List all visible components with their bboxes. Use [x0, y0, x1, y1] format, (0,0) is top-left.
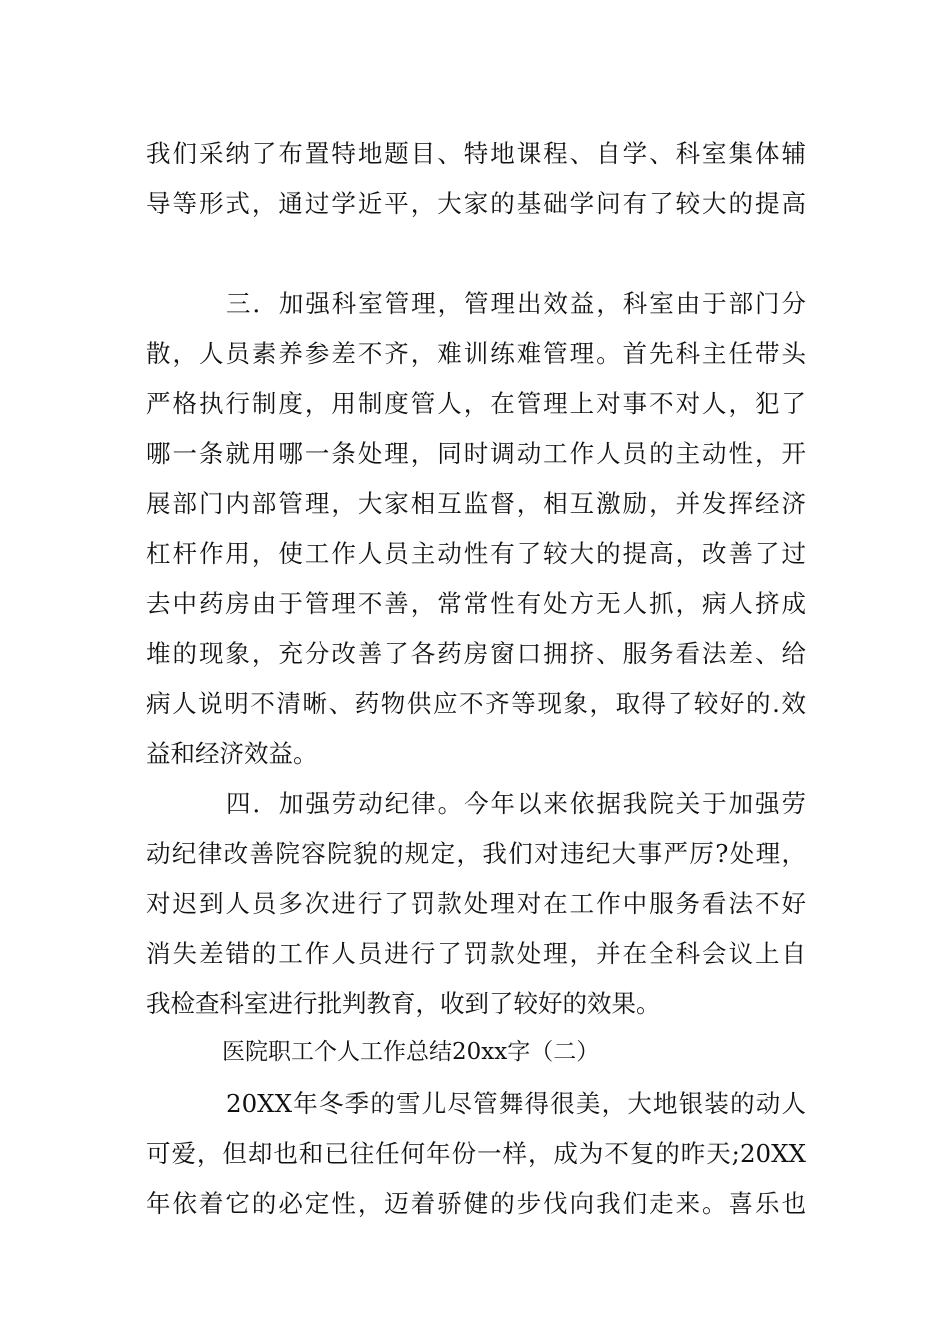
paragraph-line: 哪一条就用哪一条处理，同时调动工作人员的主动性，开	[146, 439, 806, 468]
paragraph-line: 严格执行制度，用制度管人，在管理上对事不对人，犯了	[146, 389, 806, 418]
paragraph-line: 20XX年冬季的雪儿尽管舞得很美，大地银装的动人	[226, 1089, 806, 1118]
paragraph-line: 我检查科室进行批判教育，收到了较好的效果。	[146, 989, 661, 1018]
paragraph-line: 年依着它的必定性，迈着骄健的步伐向我们走来。喜乐也	[146, 1189, 806, 1218]
paragraph-line: 我们采纳了布置特地题目、特地课程、自学、科室集体辅	[146, 139, 806, 168]
paragraph-line: 三．加强科室管理，管理出效益，科室由于部门分	[226, 289, 806, 318]
paragraph-line: 益和经济效益。	[146, 739, 318, 768]
paragraph-line: 消失差错的工作人员进行了罚款处理，并在全科会议上自	[146, 939, 806, 968]
paragraph-line: 对迟到人员多次进行了罚款处理对在工作中服务看法不好	[146, 889, 806, 918]
paragraph-line: 展部门内部管理，大家相互监督，相互激励，并发挥经济	[146, 489, 806, 518]
paragraph-line: 四．加强劳动纪律。今年以来依据我院关于加强劳	[226, 789, 806, 818]
paragraph-line: 散，人员素养参差不齐，难训练难管理。首先科主任带头	[146, 339, 806, 368]
paragraph-line: 可爱，但却也和已往任何年份一样，成为不复的昨天;20XX	[146, 1139, 806, 1168]
paragraph-line: 动纪律改善院容院貌的规定，我们对违纪大事严厉?处理，	[146, 839, 806, 868]
paragraph-line: 导等形式，通过学近平，大家的基础学问有了较大的提高	[146, 189, 806, 218]
paragraph-line: 杠杆作用，使工作人员主动性有了较大的提高，改善了过	[146, 539, 806, 568]
paragraph-line: 堆的现象，充分改善了各药房窗口拥挤、服务看法差、给	[146, 639, 806, 668]
paragraph-line: 去中药房由于管理不善，常常性有处方无人抓，病人挤成	[146, 589, 806, 618]
section-heading: 医院职工个人工作总结20xx字（二）	[222, 1039, 600, 1065]
paragraph-line: 病人说明不清晰、药物供应不齐等现象，取得了较好的.效	[146, 689, 806, 718]
